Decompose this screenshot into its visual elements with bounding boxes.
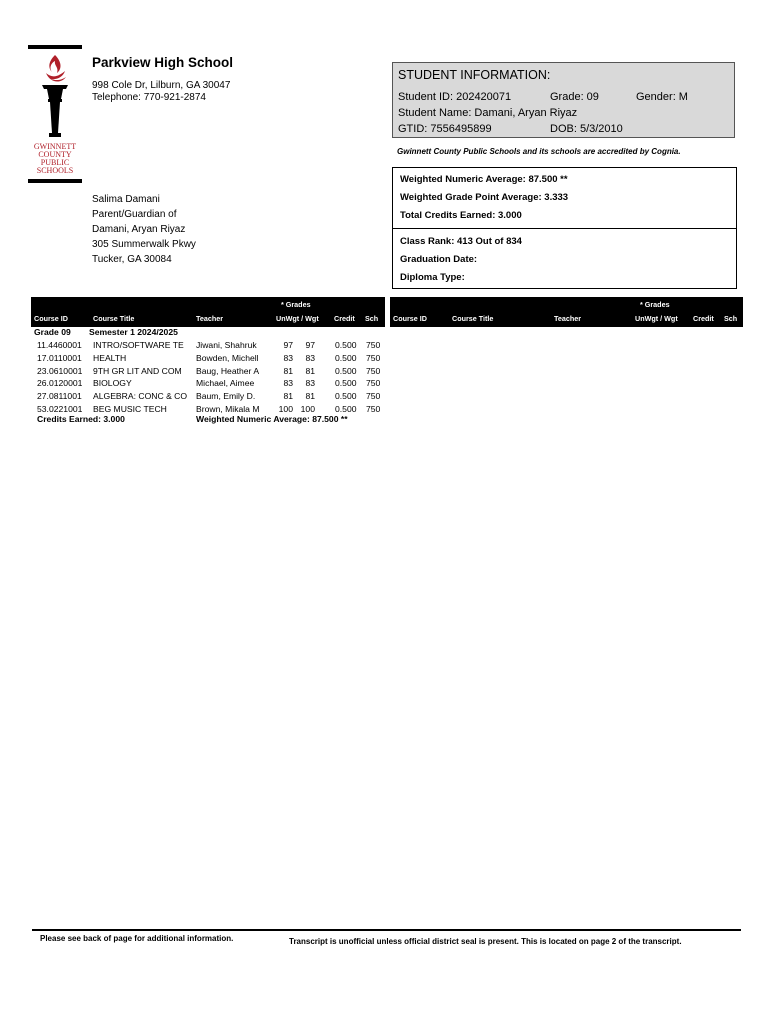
term-summary-row <box>31 414 385 426</box>
mailing-address <box>92 192 196 267</box>
footer-note-unofficial: Transcript is unofficial unless official district seal is present. This is located on page 2 of the transcript. <box>289 937 682 946</box>
mailing-line-5: Tucker, GA 30084 <box>92 254 172 265</box>
school-telephone: Telephone: 770-921-2874 <box>92 92 206 103</box>
credit-header: Credit <box>334 314 355 323</box>
footer-note-back-page: Please see back of page for additional information. <box>40 934 234 943</box>
course-id: 17.0110001 <box>37 352 82 363</box>
course-id: 11.4460001 <box>37 340 82 350</box>
course-id: 23.0610001 <box>37 365 83 376</box>
course-credit: 0.500 <box>335 340 357 350</box>
torch-icon <box>37 53 73 139</box>
course-unweighted-grade: 83 <box>283 378 293 389</box>
course-weighted-grade: 81 <box>305 391 315 402</box>
mailing-line-1: Salima Damani <box>92 194 160 205</box>
logo-line-1: GWINNETT <box>33 142 77 151</box>
summary-divider <box>393 228 736 229</box>
mailing-line-4: 305 Summerwalk Pkwy <box>92 239 196 250</box>
student-grade: Grade: 09 <box>550 91 599 103</box>
term-header-row <box>31 327 385 339</box>
grades-header: * Grades <box>640 300 670 309</box>
grades-subheader: UnWgt / Wgt <box>276 314 319 323</box>
course-school: 750 <box>366 340 381 350</box>
course-title: BEG MUSIC TECH <box>93 404 167 414</box>
student-name: Student Name: Damani, Aryan Riyaz <box>398 107 578 119</box>
class-rank: Class Rank: 413 Out of 834 <box>400 236 522 247</box>
mailing-line-2: Parent/Guardian of <box>92 209 177 220</box>
mailing-line-3: Damani, Aryan Riyaz <box>92 224 186 235</box>
student-info-box <box>392 62 735 138</box>
course-teacher: Brown, Mikala M <box>196 404 260 414</box>
course-row <box>31 340 385 352</box>
sch-header: Sch <box>365 314 379 323</box>
grades-subheader: UnWgt / Wgt <box>635 314 678 323</box>
course-row <box>31 391 385 403</box>
course-title: HEALTH <box>93 352 127 363</box>
course-school: 750 <box>366 378 381 389</box>
course-school: 750 <box>366 404 381 414</box>
course-weighted-grade: 100 <box>300 404 315 414</box>
course-row <box>31 366 385 378</box>
diploma-type: Diploma Type: <box>400 272 465 283</box>
course-row <box>31 378 385 390</box>
course-credit: 0.500 <box>335 378 357 389</box>
accreditation-note: Gwinnett County Public Schools and its schools are accredited by Cognia. <box>397 147 681 156</box>
course-credit: 0.500 <box>335 404 357 414</box>
course-school: 750 <box>366 365 381 376</box>
course-row <box>31 353 385 365</box>
school-address-block <box>92 80 230 104</box>
course-title-header: Course Title <box>452 314 494 323</box>
term-weighted-average: Weighted Numeric Average: 87.500 ** <box>196 414 348 424</box>
weighted-gpa: Weighted Grade Point Average: 3.333 <box>400 192 569 203</box>
academic-summary-box <box>392 167 737 289</box>
course-teacher: Baug, Heather A <box>196 365 260 376</box>
logo-line-4: SCHOOLS <box>36 166 74 175</box>
student-id: Student ID: 202420071 <box>398 91 512 103</box>
course-title: 9TH GR LIT AND COM <box>93 365 182 376</box>
sch-header: Sch <box>724 314 738 323</box>
school-name: Parkview High School <box>92 55 234 70</box>
course-teacher: Michael, Aimee <box>196 378 255 389</box>
course-teacher: Bowden, Michell <box>196 352 259 363</box>
course-school: 750 <box>366 391 381 402</box>
weighted-numeric-average: Weighted Numeric Average: 87.500 ** <box>400 174 568 185</box>
student-gtid: GTID: 7556495899 <box>398 123 492 135</box>
course-unweighted-grade: 97 <box>283 340 293 350</box>
teacher-header: Teacher <box>554 314 582 323</box>
course-credit: 0.500 <box>335 352 357 363</box>
course-title: ALGEBRA: CONC & CO <box>93 391 188 402</box>
term-credits-earned: Credits Earned: 3.000 <box>37 414 125 424</box>
course-id: 27.0811001 <box>37 391 82 402</box>
footer-divider <box>32 929 741 931</box>
course-table-header-right <box>390 297 743 327</box>
credit-header: Credit <box>693 314 714 323</box>
teacher-header: Teacher <box>196 314 224 323</box>
total-credits: Total Credits Earned: 3.000 <box>400 210 522 221</box>
course-unweighted-grade: 81 <box>283 365 293 376</box>
logo-line-2: COUNTY <box>38 150 72 159</box>
course-id: 53.0221001 <box>37 404 83 414</box>
course-weighted-grade: 83 <box>305 352 315 363</box>
school-address: 998 Cole Dr, Lilburn, GA 30047 <box>92 80 231 91</box>
course-id-header: Course ID <box>393 314 427 323</box>
grades-header: * Grades <box>281 300 311 309</box>
course-weighted-grade: 81 <box>305 365 315 376</box>
course-unweighted-grade: 100 <box>278 404 293 414</box>
student-dob: DOB: 5/3/2010 <box>550 123 623 135</box>
course-weighted-grade: 97 <box>305 340 315 350</box>
logo-line-3: PUBLIC <box>40 158 70 167</box>
graduation-date: Graduation Date: <box>400 254 478 265</box>
logo-bottom-bar <box>28 179 82 183</box>
course-credit: 0.500 <box>335 391 357 402</box>
course-unweighted-grade: 83 <box>283 352 293 363</box>
student-info-title: STUDENT INFORMATION: <box>398 68 551 82</box>
course-teacher: Jiwani, Shahruk <box>196 340 257 350</box>
district-logo <box>28 45 82 183</box>
course-title: BIOLOGY <box>93 378 132 389</box>
course-weighted-grade: 83 <box>305 378 315 389</box>
course-table-header-left <box>31 297 385 327</box>
student-gender: Gender: M <box>636 91 688 103</box>
course-credit: 0.500 <box>335 365 357 376</box>
course-teacher: Baum, Emily D. <box>196 391 256 402</box>
course-id: 26.0120001 <box>37 378 83 389</box>
term-grade: Grade 09 <box>34 327 71 337</box>
term-semester: Semester 1 2024/2025 <box>89 327 178 337</box>
course-title-header: Course Title <box>93 314 135 323</box>
course-school: 750 <box>366 352 381 363</box>
course-id-header: Course ID <box>34 314 68 323</box>
course-title: INTRO/SOFTWARE TE <box>93 340 184 350</box>
course-unweighted-grade: 81 <box>283 391 293 402</box>
logo-top-bar <box>28 45 82 49</box>
